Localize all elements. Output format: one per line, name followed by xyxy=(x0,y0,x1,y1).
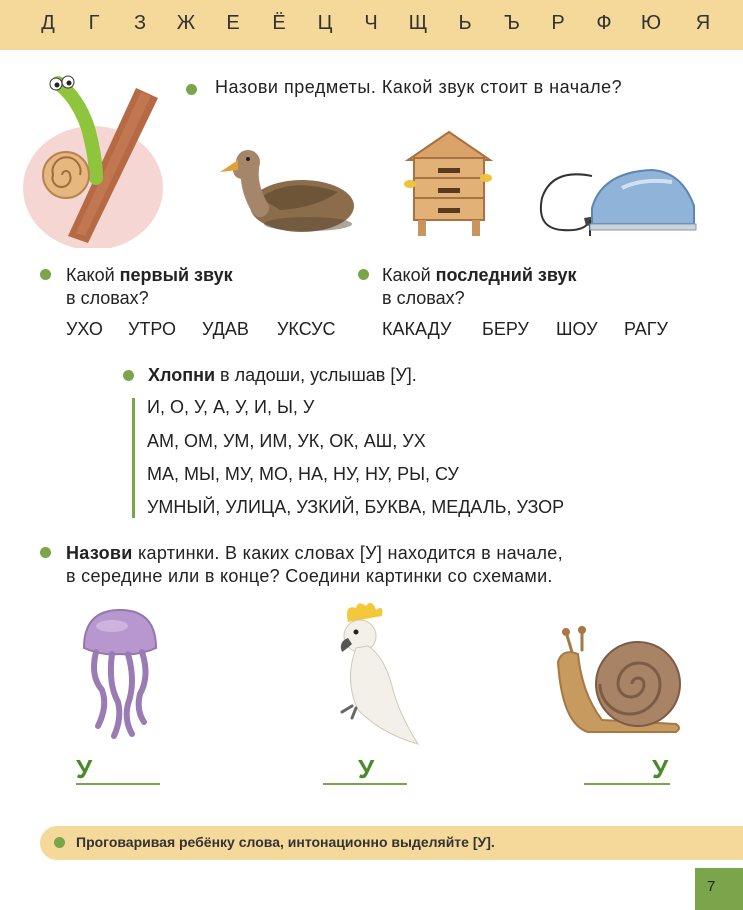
word: УХО xyxy=(66,319,103,339)
alphabet-letter: Ю xyxy=(640,12,662,34)
alphabet-letter: Г xyxy=(88,12,100,34)
bullet-icon xyxy=(186,84,197,95)
alphabet-letter: Е xyxy=(226,12,240,34)
word: УТРО xyxy=(128,319,177,339)
alphabet-letter: Ч xyxy=(364,12,378,34)
task5-line1: картинки. В каких словах [У] находится в начале, xyxy=(132,543,563,563)
alphabet-strip xyxy=(0,0,743,50)
word: УДАВ xyxy=(202,319,249,339)
clap-line: МА, МЫ, МУ, МО, НА, НУ, НУ, РЫ, СУ xyxy=(147,464,459,484)
clap-line: АМ, ОМ, УМ, ИМ, УК, ОК, АШ, УХ xyxy=(147,431,426,451)
alphabet-letter: Р xyxy=(551,12,565,34)
jellyfish-image xyxy=(78,606,162,740)
alphabet-letter: Ц xyxy=(317,12,333,34)
task1-instruction: Назови предметы. Какой звук стоит в начале? xyxy=(215,77,623,97)
task5-bold: Назови xyxy=(66,543,133,563)
bullet-icon xyxy=(358,269,369,280)
alphabet-letter: Ь xyxy=(458,12,472,34)
clap-bar xyxy=(132,398,135,518)
alphabet-letter: Ф xyxy=(596,12,612,34)
word: БЕРУ xyxy=(482,319,529,339)
word: КАКАДУ xyxy=(382,319,452,339)
alphabet-letter: Я xyxy=(695,12,711,34)
scheme-letter: У xyxy=(358,754,375,784)
parent-note xyxy=(40,826,743,860)
task4-bold: Хлопни xyxy=(148,365,216,385)
task2-bold: первый звук xyxy=(119,265,233,285)
bullet-icon xyxy=(54,837,65,848)
alphabet-letter: Ё xyxy=(272,12,286,34)
iron-image xyxy=(532,158,700,250)
parent-note-text: Проговаривая ребёнку слова, интонационно выделяйте [У]. xyxy=(76,834,495,850)
alphabet-letter: Щ xyxy=(408,12,428,34)
task3-prefix: Какой xyxy=(382,265,436,285)
page-number-badge xyxy=(695,868,743,910)
word: ШОУ xyxy=(556,319,598,339)
scheme-letter: У xyxy=(652,754,669,784)
duck-image xyxy=(220,148,360,234)
clap-line: И, О, У, А, У, И, Ы, У xyxy=(147,397,315,417)
task5-instruction xyxy=(66,542,563,588)
page-number: 7 xyxy=(707,878,716,895)
snail-image xyxy=(552,624,688,736)
beehive-image xyxy=(400,128,498,240)
bullet-icon xyxy=(40,547,51,558)
task2-instruction xyxy=(66,264,233,310)
scheme-letter: У xyxy=(76,754,93,784)
task4-instruction xyxy=(148,365,417,386)
alphabet-letter: Д xyxy=(41,12,55,34)
task4-rest: в ладоши, услышав [У]. xyxy=(215,365,417,385)
bullet-icon xyxy=(123,370,134,381)
task3-instruction xyxy=(382,264,577,310)
task5-line2: в середине или в конце? Соедини картинки со схемами. xyxy=(66,566,553,586)
word: РАГУ xyxy=(624,319,668,339)
cockatoo-image xyxy=(328,600,422,746)
task3-bold: последний звук xyxy=(435,265,577,285)
bullet-icon xyxy=(40,269,51,280)
letter-u-illustration xyxy=(18,68,168,248)
task2-prefix: Какой xyxy=(66,265,120,285)
alphabet-letter: Ж xyxy=(176,12,196,34)
task3-suffix: в словах? xyxy=(382,288,465,308)
word: УКСУС xyxy=(277,319,336,339)
clap-line: УМНЫЙ, УЛИЦА, УЗКИЙ, БУКВА, МЕДАЛЬ, УЗОР xyxy=(147,497,565,517)
alphabet-letter: З xyxy=(133,12,147,34)
task2-suffix: в словах? xyxy=(66,288,149,308)
alphabet-letter: Ъ xyxy=(504,12,520,34)
